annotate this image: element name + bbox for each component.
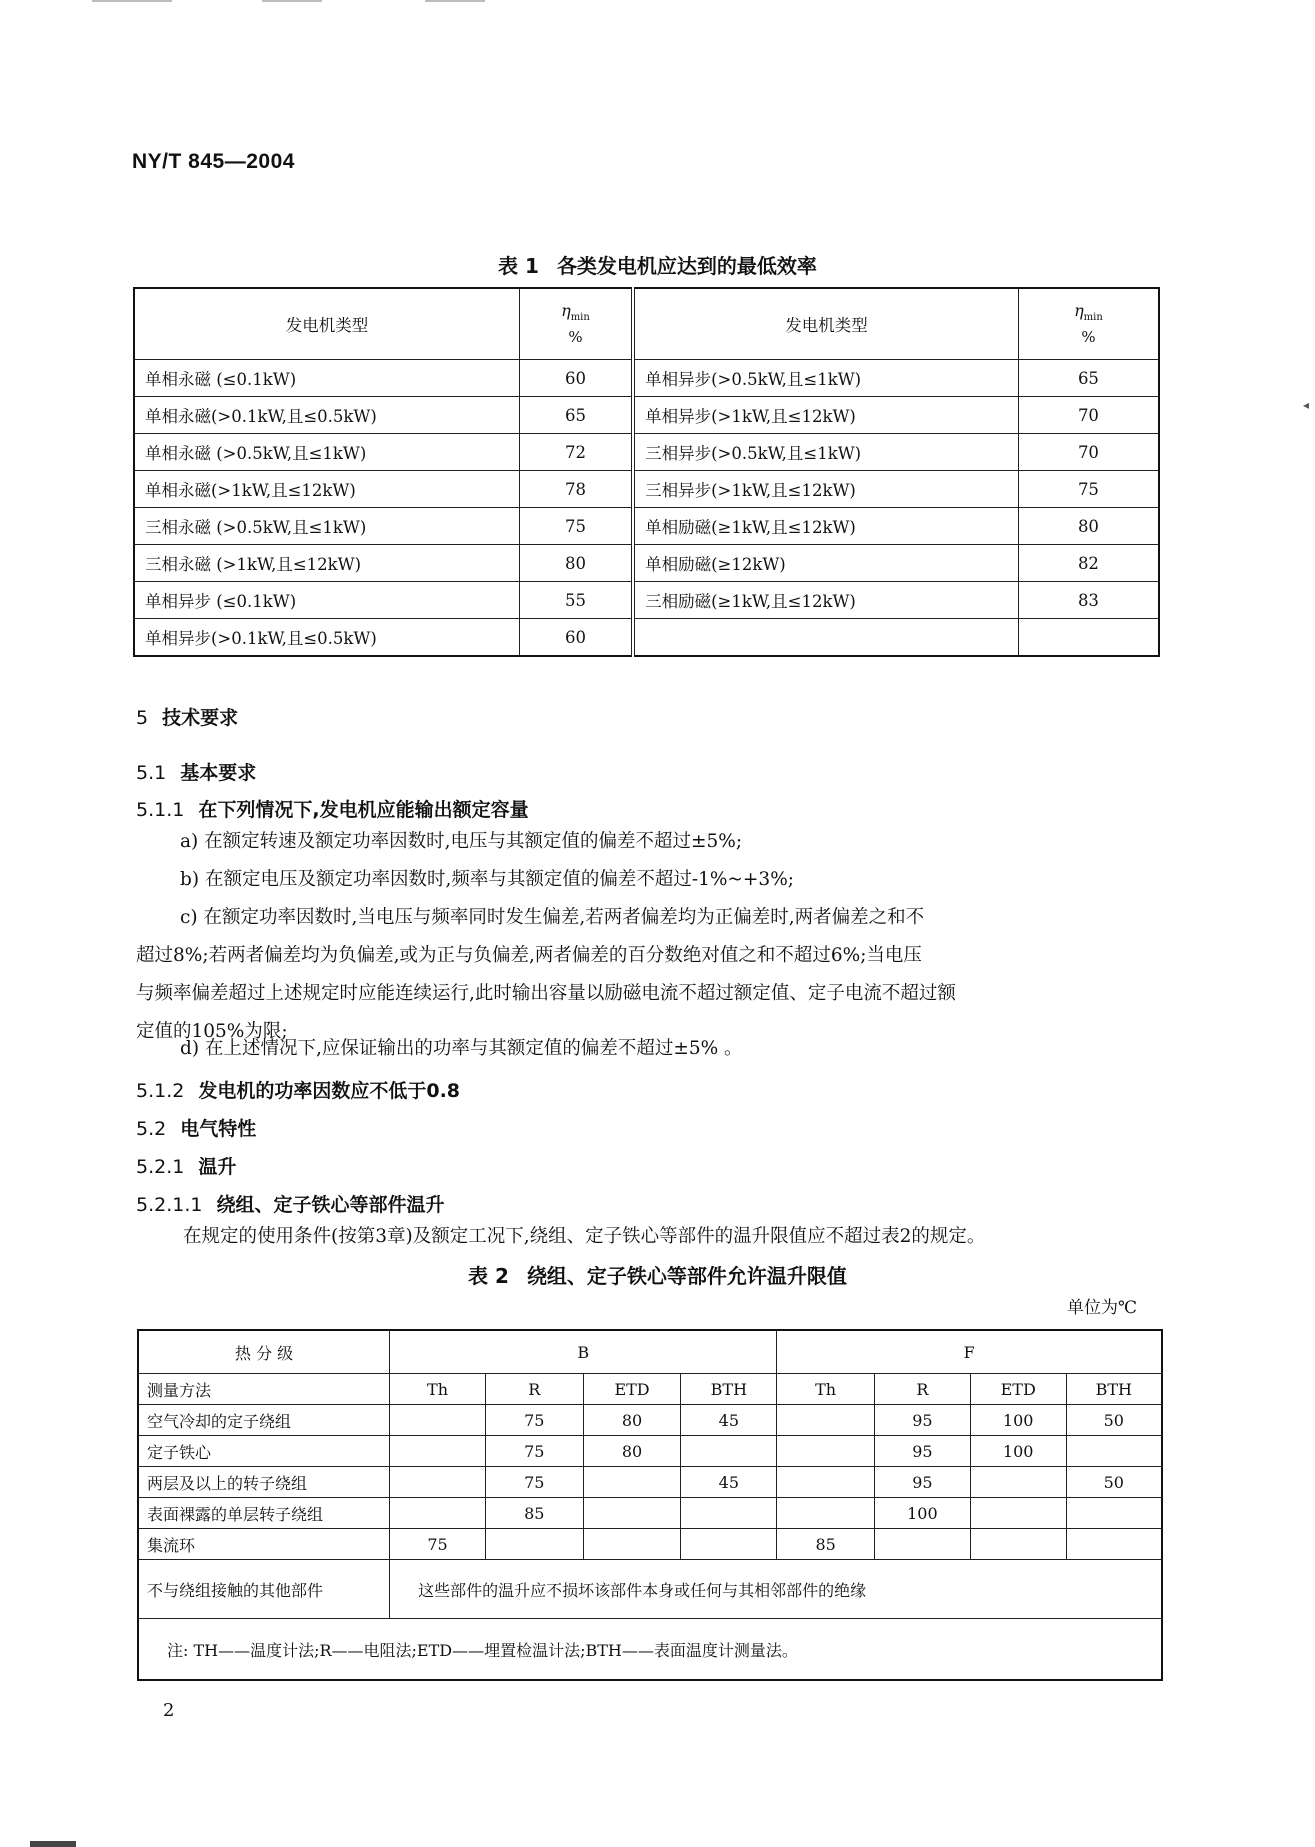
table-row bbox=[138, 1467, 1162, 1498]
item-a: a) 在额定转速及额定功率因数时,电压与其额定值的偏差不超过±5%; bbox=[180, 831, 743, 852]
heading-5-1-1: 5.1.1 在下列情况下,发电机应能输出额定容量 bbox=[136, 799, 529, 821]
table2-cell bbox=[390, 1405, 486, 1436]
scan-mark bbox=[425, 0, 485, 2]
item-c-line3: 与频率偏差超过上述规定时应能连续运行,此时输出容量以励磁电流不超过额定值、定子电流不超过额 bbox=[136, 983, 956, 1004]
table1 bbox=[133, 287, 1160, 657]
class-b-header: B bbox=[390, 1330, 777, 1374]
table-row bbox=[134, 360, 1159, 397]
table-row bbox=[134, 619, 1159, 657]
table2-cell: 95 bbox=[875, 1467, 971, 1498]
table2-cell bbox=[390, 1498, 486, 1529]
method-cell: Th bbox=[777, 1374, 875, 1405]
table2-cell bbox=[390, 1436, 486, 1467]
table1-cell: 单相异步 (≤0.1kW) bbox=[134, 582, 519, 619]
table2-cell: 100 bbox=[970, 1405, 1066, 1436]
table2-other-row bbox=[138, 1560, 1162, 1619]
table1-cell: 72 bbox=[519, 434, 633, 471]
table2-cell: 45 bbox=[681, 1405, 777, 1436]
table2-cell bbox=[1066, 1529, 1162, 1560]
method-cell: ETD bbox=[583, 1374, 681, 1405]
table1-cell: 单相永磁(>0.1kW,且≤0.5kW) bbox=[134, 397, 519, 434]
table2-cell: 85 bbox=[777, 1529, 875, 1560]
table2-cell: 80 bbox=[583, 1405, 681, 1436]
page-number: 2 bbox=[163, 1700, 175, 1721]
table2-title: 绕组、定子铁心等部件允许温升限值 bbox=[526, 1264, 847, 1288]
table1-header-eta: $\eta_{min}$ % bbox=[1018, 288, 1159, 360]
table2-cell: 75 bbox=[390, 1529, 486, 1560]
method-cell: R bbox=[485, 1374, 583, 1405]
other-parts-text: 这些部件的温升应不损坏该部件本身或任何与其相邻部件的绝缘 bbox=[390, 1560, 1162, 1619]
table2-unit: 单位为℃ bbox=[1066, 1298, 1137, 1318]
method-cell: BTH bbox=[1066, 1374, 1162, 1405]
other-parts-label: 不与绕组接触的其他部件 bbox=[138, 1560, 390, 1619]
scan-mark: ◂ bbox=[1302, 398, 1309, 412]
table2-cell: 50 bbox=[1066, 1467, 1162, 1498]
table1-cell: 80 bbox=[519, 545, 633, 582]
table1-cell: 单相永磁 (>0.5kW,且≤1kW) bbox=[134, 434, 519, 471]
table2-cell bbox=[583, 1467, 681, 1498]
table2-cell: 75 bbox=[485, 1436, 583, 1467]
table1-cell: 三相励磁(≥1kW,且≤12kW) bbox=[633, 582, 1018, 619]
table-row bbox=[134, 471, 1159, 508]
table1-cell: 75 bbox=[1018, 471, 1159, 508]
table1-cell: 70 bbox=[1018, 434, 1159, 471]
table2-cell bbox=[777, 1436, 875, 1467]
scan-mark bbox=[92, 0, 172, 2]
table2-cell bbox=[485, 1529, 583, 1560]
table1-cell: 78 bbox=[519, 471, 633, 508]
table1-cell: 单相永磁(>1kW,且≤12kW) bbox=[134, 471, 519, 508]
table-row bbox=[134, 508, 1159, 545]
table2-note-row bbox=[138, 1619, 1162, 1681]
table1-cell: 75 bbox=[519, 508, 633, 545]
scan-mark bbox=[30, 1841, 76, 1847]
table2-cell bbox=[1066, 1498, 1162, 1529]
table2-cell: 表面裸露的单层转子绕组 bbox=[138, 1498, 390, 1529]
table2-class-row bbox=[138, 1330, 1162, 1374]
table2-cell bbox=[681, 1436, 777, 1467]
table1-cell: 单相异步(>1kW,且≤12kW) bbox=[633, 397, 1018, 434]
table1-cell: 单相永磁 (≤0.1kW) bbox=[134, 360, 519, 397]
table1-header-row bbox=[134, 288, 1159, 360]
table2-cell: 75 bbox=[485, 1467, 583, 1498]
method-cell: BTH bbox=[681, 1374, 777, 1405]
table-row bbox=[134, 545, 1159, 582]
table2-cell: 两层及以上的转子绕组 bbox=[138, 1467, 390, 1498]
table1-cell bbox=[1018, 619, 1159, 657]
heat-class-label: 热 分 级 bbox=[138, 1330, 390, 1374]
item-c-line4: 定值的105%为限; bbox=[136, 1021, 288, 1042]
table1-header-type: 发电机类型 bbox=[633, 288, 1018, 360]
method-cell: ETD bbox=[970, 1374, 1066, 1405]
table2-cell bbox=[583, 1498, 681, 1529]
table2-cell bbox=[777, 1467, 875, 1498]
table2-cell bbox=[875, 1529, 971, 1560]
item-d: d) 在上述情况下,应保证输出的功率与其额定值的偏差不超过±5% 。 bbox=[180, 1038, 743, 1059]
heading-5-1: 5.1 基本要求 bbox=[136, 762, 257, 784]
table2-cell bbox=[777, 1498, 875, 1529]
table1-cell: 三相永磁 (>1kW,且≤12kW) bbox=[134, 545, 519, 582]
table2-number: 表 2 bbox=[468, 1264, 509, 1288]
table1-cell: 三相永磁 (>0.5kW,且≤1kW) bbox=[134, 508, 519, 545]
scan-mark bbox=[262, 0, 322, 2]
table2-cell: 100 bbox=[970, 1436, 1066, 1467]
table2-cell: 50 bbox=[1066, 1405, 1162, 1436]
item-c-line2: 超过8%;若两者偏差均为负偏差,或为正与负偏差,两者偏差的百分数绝对值之和不超过6%;当电压 bbox=[136, 945, 922, 966]
table2-cell: 95 bbox=[875, 1436, 971, 1467]
table1-number: 表 1 bbox=[498, 254, 539, 278]
table1-cell: 单相励磁(≥1kW,且≤12kW) bbox=[633, 508, 1018, 545]
table2-method-row bbox=[138, 1374, 1162, 1405]
table1-cell: 55 bbox=[519, 582, 633, 619]
table2-cell bbox=[970, 1467, 1066, 1498]
table1-cell: 单相异步(>0.5kW,且≤1kW) bbox=[633, 360, 1018, 397]
table2-caption bbox=[0, 1260, 1315, 1289]
table-row bbox=[134, 582, 1159, 619]
table2-cell: 45 bbox=[681, 1467, 777, 1498]
item-c-line1: c) 在额定功率因数时,当电压与频率同时发生偏差,若两者偏差均为正偏差时,两者偏差之和不 bbox=[180, 907, 925, 928]
table1-cell: 单相异步(>0.1kW,且≤0.5kW) bbox=[134, 619, 519, 657]
section-5-2-1-1-text: 在规定的使用条件(按第3章)及额定工况下,绕组、定子铁心等部件的温升限值应不超过表2的规定。 bbox=[183, 1226, 986, 1247]
table-row bbox=[134, 397, 1159, 434]
table2-cell: 100 bbox=[875, 1498, 971, 1529]
table1-cell: 70 bbox=[1018, 397, 1159, 434]
table2-cell bbox=[583, 1529, 681, 1560]
heading-5: 5 技术要求 bbox=[136, 707, 239, 729]
method-cell: Th bbox=[390, 1374, 486, 1405]
table1-caption bbox=[0, 250, 1315, 279]
table2-cell: 85 bbox=[485, 1498, 583, 1529]
table2-cell: 75 bbox=[485, 1405, 583, 1436]
item-b: b) 在额定电压及额定功率因数时,频率与其额定值的偏差不超过-1%~+3%; bbox=[180, 869, 795, 890]
table2-note: 注: TH——温度计法;R——电阻法;ETD——埋置检温计法;BTH——表面温度计测量法。 bbox=[138, 1619, 1162, 1681]
table1-cell: 82 bbox=[1018, 545, 1159, 582]
table1-cell: 60 bbox=[519, 360, 633, 397]
table2-cell bbox=[1066, 1436, 1162, 1467]
table-row bbox=[134, 434, 1159, 471]
method-label: 测量方法 bbox=[138, 1374, 390, 1405]
heading-5-2-1-1: 5.2.1.1 绕组、定子铁心等部件温升 bbox=[136, 1194, 445, 1216]
table2-cell bbox=[970, 1529, 1066, 1560]
heading-5-1-2: 5.1.2 发电机的功率因数应不低于0.8 bbox=[136, 1080, 461, 1102]
table2-cell: 定子铁心 bbox=[138, 1436, 390, 1467]
table2-cell bbox=[390, 1467, 486, 1498]
table-row bbox=[138, 1529, 1162, 1560]
table2-cell bbox=[970, 1498, 1066, 1529]
table2-cell bbox=[681, 1529, 777, 1560]
table2-cell: 集流环 bbox=[138, 1529, 390, 1560]
table1-cell: 65 bbox=[1018, 360, 1159, 397]
table-row bbox=[138, 1436, 1162, 1467]
table1-cell: 65 bbox=[519, 397, 633, 434]
table1-cell: 60 bbox=[519, 619, 633, 657]
table2-cell bbox=[681, 1498, 777, 1529]
table1-cell: 单相励磁(≥12kW) bbox=[633, 545, 1018, 582]
table2-cell: 95 bbox=[875, 1405, 971, 1436]
table2-cell: 80 bbox=[583, 1436, 681, 1467]
table1-header-type: 发电机类型 bbox=[134, 288, 519, 360]
table2 bbox=[137, 1329, 1163, 1681]
table2-cell bbox=[777, 1405, 875, 1436]
table2-cell: 空气冷却的定子绕组 bbox=[138, 1405, 390, 1436]
table1-title: 各类发电机应达到的最低效率 bbox=[556, 254, 817, 278]
standard-code: NY/T 845—2004 bbox=[132, 150, 295, 173]
table1-cell: 80 bbox=[1018, 508, 1159, 545]
method-cell: R bbox=[875, 1374, 971, 1405]
class-f-header: F bbox=[777, 1330, 1162, 1374]
table-row bbox=[138, 1498, 1162, 1529]
table-row bbox=[138, 1405, 1162, 1436]
table1-cell bbox=[633, 619, 1018, 657]
table1-cell: 三相异步(>1kW,且≤12kW) bbox=[633, 471, 1018, 508]
table1-header-eta: $\eta_{min}$ % bbox=[519, 288, 633, 360]
heading-5-2-1: 5.2.1 温升 bbox=[136, 1156, 237, 1178]
table1-cell: 83 bbox=[1018, 582, 1159, 619]
table1-cell: 三相异步(>0.5kW,且≤1kW) bbox=[633, 434, 1018, 471]
heading-5-2: 5.2 电气特性 bbox=[136, 1118, 257, 1140]
